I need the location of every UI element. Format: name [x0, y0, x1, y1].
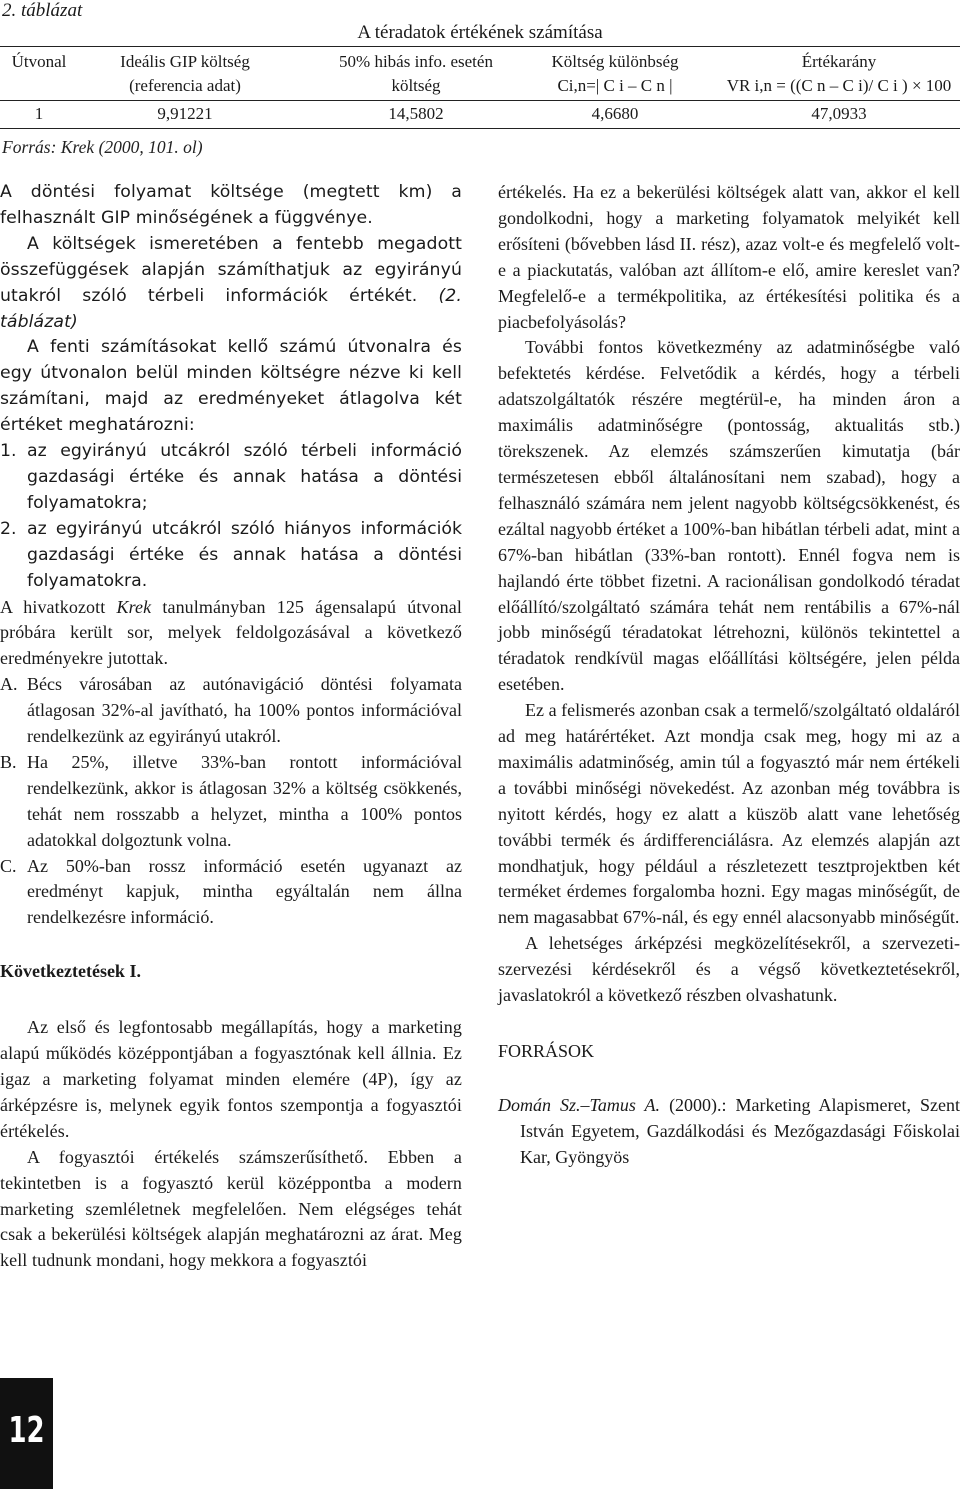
cell-ideal: 9,91221 — [157, 104, 213, 123]
header-diff — [512, 50, 718, 98]
table-reference: (2. táblázat) — [0, 285, 462, 332]
section-heading: Következtetések I. — [0, 961, 141, 982]
paragraph: A döntési folyamat költsége (megtett km) a felhasznált GIP minőségének a függvénye. — [0, 182, 462, 228]
table-source: Forrás: Krek (2000, 101. ol) — [2, 137, 203, 157]
paragraph: A fenti számításokat kellő számú útvonalra és egy útvonalon belül minden költségre nézve ki kell számítani, majd az eredményeket átlagolva két értéket meghatározni: — [0, 337, 462, 436]
paragraph-text: tanulmányban 125 ágensalapú útvonal próbára került sor, melyek feldolgozásával a következő eredményekre jutottak. — [0, 596, 462, 669]
right-column — [498, 180, 960, 1171]
list-letter: C. — [0, 855, 17, 876]
list-letter: A. — [0, 674, 18, 695]
header-ratio-line1: Értékarány — [801, 52, 877, 71]
paragraph: A lehetséges árképzési megközelítésekről, a szervezeti-szervezési kérdésekről és a végső következtetésekről, javaslatokról a következő részben olvashatunk. — [498, 933, 960, 1006]
references-heading: FORRÁSOK — [498, 1041, 595, 1061]
table-label: 2. táblázat — [2, 0, 83, 21]
list-letter: B. — [0, 751, 17, 772]
list-number: 1. — [0, 441, 17, 462]
paragraph: értékelés. Ha ez a bekerülési költségek alatt van, akkor el kell gondolkodni, hogy a marketing folyamatok melyikét kell erősíteni (bővebben lásd II. rész), azaz volt-e és megfelelő volt-e a piackutatás, valóban azt állítom-e elő, amire kereslet van? Megfelelő-e a termékpolitika, az értékesítési politika és a piacbefolyásolás? — [498, 182, 960, 332]
paragraph: További fontos következmény az adatminőségbe való befektetés kérdése. Felvetődik a kérdés, hogy a térbeli adatszolgáltatók részére megtérül-e, ha minden áron a maximális adatminőségre (pontosság, aktualitás stb.) törekszenek. Az elemzés számszerűen kimutatja (bár természetesen ebből általánosítani nem szabad), hogy a felhasználó számára nem jelent nagyobb költségcsökkenést, és ezáltal nagyobb értéket a 100%-ban hibátlan térbeli adat, mint a 67%-ban hibátlan (33%-ban rontott). Ennél fogva nem is hajlandó érte többet fizetni. A racionálisan gondolkodó téradat előállító/szolgáltató számára tehát nem rentábilis a 67%-nál jobb minőségű téradatokat létrehozni, különös tekintettel a téradatok rendkívül magas előállítási költségére, jelen példa esetében. — [498, 337, 960, 695]
paragraph — [0, 232, 462, 336]
reference-author: Domán Sz.–Tamus A. — [498, 1094, 661, 1115]
list-item — [0, 439, 462, 517]
paragraph-text: A hivatkozott — [0, 596, 106, 617]
cell-route: 1 — [34, 104, 44, 123]
header-faulty-line2: költség — [391, 76, 441, 95]
table-top-rule — [0, 46, 960, 47]
list-item — [0, 517, 462, 595]
cell-diff: 4,6680 — [591, 104, 639, 123]
header-diff-line1: Költség különbség — [551, 52, 679, 71]
header-faulty-line1: 50% hibás info. esetén — [339, 52, 493, 71]
header-ratio-line2: VR i,n = ((C n – C i)/ C i ) × 100 — [726, 76, 952, 95]
list-text: az egyirányú utcákról szóló térbeli információ gazdasági értéke és annak hatása a döntési folyamatokra; — [27, 441, 462, 513]
header-ideal — [78, 50, 292, 98]
cell-ratio: 47,0933 — [811, 104, 867, 123]
table-bottom-rule — [0, 128, 960, 129]
left-column — [0, 180, 462, 1274]
header-diff-line2: Ci,n=| C i – C n | — [557, 76, 673, 95]
paragraph: A fogyasztói értékelés számszerűsíthető. Ebben a tekintetben is a fogyasztó kerül középpontba a modern marketing szemléletnek megfelelően. Nem elégséges tehát csak a bekerülési költségek alapján meghatározni az árat. Meg kell tudnunk mondani, hogy mekkora a fogyasztói — [0, 1146, 462, 1271]
header-route: Útvonal — [11, 52, 67, 71]
list-item — [0, 672, 462, 750]
paragraph: Az első és legfontosabb megállapítás, hogy a marketing alapú működés középpontjában a fogyasztónak kell állnia. Ez igaz a marketing folyamat minden elemére (4P), így az árképzésre is, melynek egyik fontos szempontja a fogyasztói értékelés. — [0, 1017, 462, 1141]
cell-faulty: 14,5802 — [388, 104, 444, 123]
reference-entry — [498, 1093, 960, 1171]
paragraph — [0, 595, 462, 673]
list-text: Bécs városában az autónavigáció döntési folyamata átlagosan 32%-al javítható, ha 100% pontos információval rendelkezünk az egyirányú utakról. — [27, 674, 462, 747]
list-item — [0, 750, 462, 854]
author-name: Krek — [116, 596, 152, 617]
page-number: 12 — [8, 1410, 45, 1451]
paragraph: Ez a felismerés azonban csak a termelő/szolgáltató oldaláról ad meg határértéket. Azt mondja csak meg, hogy mi az a maximális adatminőség, amin túl a fogyasztó már nem értékeli a további minőségi növekedést. Az azonban még továbbra is nyitott kérdés, hogy ez alatt a küszöb alatt vane lehetőség további termék és árdifferenciálásra. Az elemzés alapján azt mondhatjuk, hogy például a részletezett tesztprojektben két terméket érdemes forgalomba hozni. Egy magas minőségűt, de nem magasabbat 67%-nál, és egy ennél alacsonyabb minőségűt. — [498, 700, 960, 928]
list-text: Ha 25%, illetve 33%-ban rontott információval rendelkezünk, akkor is átlagosan 32% a költség csökkenés, tehát nem rosszabb a helyzet, mintha a 100% pontos adatokkal dolgoztunk volna. — [27, 751, 462, 850]
list-text: az egyirányú utcákról szóló hiányos információk gazdasági értéke és annak hatása a döntési folyamatokra. — [27, 518, 462, 591]
header-ratio — [718, 50, 960, 98]
list-number: 2. — [0, 518, 17, 539]
header-faulty — [292, 50, 540, 98]
table-mid-rule — [0, 100, 960, 101]
list-item — [0, 854, 462, 932]
paragraph-text: A költségek ismeretében a fentebb megadott összefüggések alapján számíthatjuk az egyirányú utakról szóló térbeli információk értékét. — [0, 233, 462, 306]
header-ideal-line1: Ideális GIP költség — [120, 52, 250, 71]
list-text: Az 50%-ban rossz információ esetén ugyanazt az eredményt kapjuk, mintha egyáltalán nem állna rendelkezésre információ. — [27, 855, 462, 928]
table-title: A téradatok értékének számítása — [357, 22, 603, 43]
header-ideal-line2: (referencia adat) — [129, 76, 241, 95]
reference-text: (2000).: Marketing Alapismeret, Szent István Egyetem, Gazdálkodási és Mezőgazdasági Főiskolai Kar, Gyöngyös — [520, 1094, 960, 1167]
